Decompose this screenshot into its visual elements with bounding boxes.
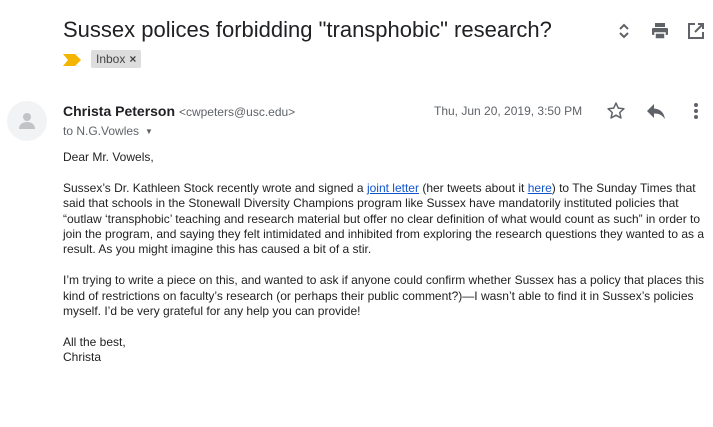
- closing: [63, 335, 705, 366]
- p1-text-a: Sussex’s Dr. Kathleen Stock recently wrote and signed a: [63, 180, 367, 195]
- importance-marker-icon[interactable]: [63, 53, 81, 65]
- sender-name[interactable]: Christa Peterson: [63, 103, 176, 119]
- recipient-line: [63, 124, 153, 138]
- avatar: [7, 101, 47, 141]
- remove-label-icon[interactable]: ×: [129, 52, 137, 66]
- body-paragraph-2: I’m trying to write a piece on this, and wanted to ask if anyone could confirm whether Sussex has a policy that places this kind of restrictions on faculty’s research (or perhaps their public comment?)—I wasn’t able to find it in Sussex’s policies myself. I’d be very grateful for any help you can provide!: [63, 273, 704, 319]
- more-options-icon[interactable]: [685, 100, 707, 122]
- sender-email: <cwpeters@usc.edu>: [178, 105, 296, 119]
- message-date: Thu, Jun 20, 2019, 3:50 PM: [434, 104, 583, 118]
- p1-text-b: (her tweets about it: [418, 180, 528, 195]
- email-subject: Sussex polices forbidding "transphobic" research?: [63, 17, 552, 42]
- person-icon: [15, 109, 39, 133]
- labels-row: [63, 50, 141, 68]
- signature: Christa: [63, 350, 102, 365]
- reply-icon[interactable]: [645, 100, 667, 122]
- print-icon[interactable]: [649, 20, 671, 42]
- inbox-label-text: Inbox: [96, 52, 126, 66]
- recipient-label: to N.G.Vowles: [63, 124, 140, 138]
- here-link[interactable]: here: [527, 180, 552, 195]
- message-body: [63, 150, 705, 366]
- joint-letter-link[interactable]: joint letter: [366, 180, 419, 195]
- star-icon[interactable]: [605, 100, 627, 122]
- open-in-new-window-icon[interactable]: [685, 20, 707, 42]
- inbox-label-chip[interactable]: [91, 50, 141, 68]
- sender-line: [63, 103, 295, 119]
- expand-collapse-icon[interactable]: [613, 20, 635, 42]
- p1-text-c: ) to The Sunday Times that said that schools in the Stonewall Diversity Champions program like Sussex have mandatorily instituted policies that “outlaw ‘transphobic’ teaching and research material but offer no clear definition of what would count as such” in order to join the program, and saying they felt intimidated and inhibited from exploring the research questions they wanted to as a result. As you might imagine this has caused a bit of a stir.: [63, 180, 705, 257]
- closing-line: All the best,: [63, 334, 126, 349]
- body-paragraph-1: [63, 181, 705, 258]
- greeting: Dear Mr. Vowels,: [63, 150, 154, 164]
- show-details-chevron-icon[interactable]: ▼: [145, 126, 153, 136]
